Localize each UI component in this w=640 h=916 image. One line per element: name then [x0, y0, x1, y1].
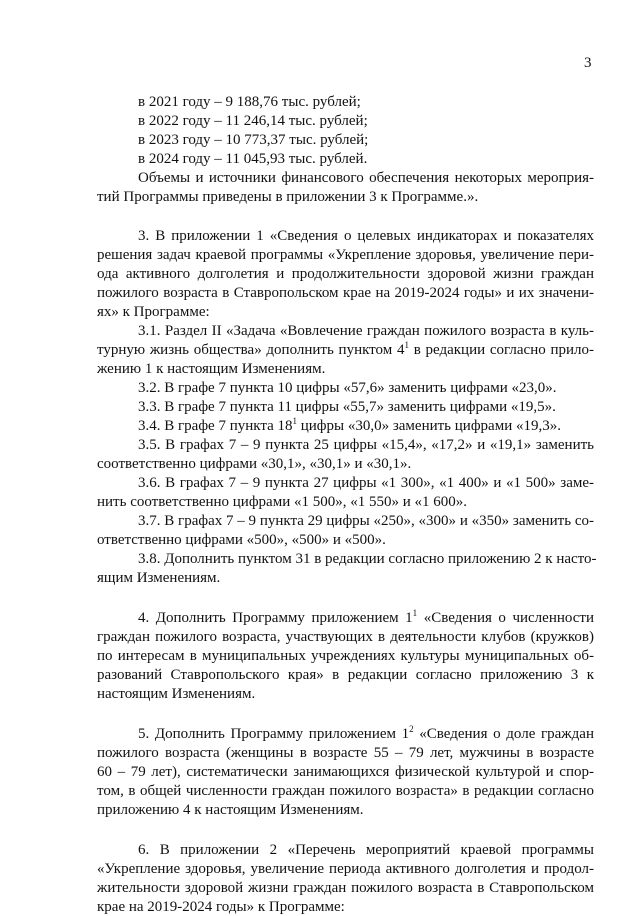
page-number: 3: [584, 55, 592, 71]
item-4-line: по интересам в муниципальных учреждениях культуры муниципальных об-: [97, 648, 594, 664]
item-3-6-line: нить соответственно цифрами «1 500», «1 550» и «1 600».: [97, 494, 468, 510]
item-3-line: ода активного долголетия и продолжительности здоровой жизни граждан: [97, 266, 594, 282]
item-6-line: жительности здоровой жизни граждан пожилого возраста в Ставропольском: [97, 880, 594, 896]
item-3-3-line: 3.3. В графе 7 пункта 11 цифры «55,7» заменить цифрами «19,5».: [138, 399, 556, 415]
item-6-line: крае на 2019-2024 годы» к Программе:: [97, 899, 345, 915]
item-4-line: граждан пожилого возраста, участвующих в деятельности клубов (кружков): [97, 629, 594, 645]
item-3-7-line: ответственно цифрами «500», «500» и «500».: [97, 532, 386, 548]
item-4-line: разований Ставропольского края» в редакции согласно приложению 3 к: [97, 667, 594, 683]
item-3-line: пожилого возраста в Ставропольском крае на 2019-2024 годы» и их значени-: [97, 285, 594, 301]
item-3-5-line: 3.5. В графах 7 – 9 пункта 25 цифры «15,4», «17,2» и «19,1» заменить: [138, 437, 594, 453]
item-3-line: 3. В приложении 1 «Сведения о целевых индикаторах и показателях: [138, 228, 594, 244]
item-3-1-line: жению 1 к настоящим Изменениям.: [97, 361, 326, 377]
item-6-line: «Укрепление здоровья, увеличение периода активного долголетия и продол-: [97, 861, 594, 877]
item-5-line: 5. Дополнить Программу приложением $1^2$ «Сведения о доле граждан: [138, 724, 594, 742]
item-3-line: решения задач краевой программы «Укрепление здоровья, увеличение пери-: [97, 247, 594, 263]
item-3-6-line: 3.6. В графах 7 – 9 пункта 27 цифры «1 300», «1 400» и «1 500» заме-: [138, 475, 594, 491]
item-3-8-line: 3.8. Дополнить пунктом 31 в редакции согласно приложению 2 к насто-: [138, 551, 597, 567]
item-3-4-line: 3.4. В графе 7 пункта $18^1$ цифры «30,0» заменить цифрами «19,3».: [138, 416, 561, 434]
item-3-2-line: 3.2. В графе 7 пункта 10 цифры «57,6» заменить цифрами «23,0».: [138, 380, 557, 396]
item-3-7-line: 3.7. В графах 7 – 9 пункта 29 цифры «250», «300» и «350» заменить со-: [138, 513, 594, 529]
item-3-1-line: 3.1. Раздел II «Задача «Вовлечение граждан пожилого возраста в куль-: [138, 323, 594, 339]
funding-line-2021: в 2021 году – 9 188,76 тыс. рублей;: [138, 94, 361, 110]
funding-line-2022: в 2022 году – 11 246,14 тыс. рублей;: [138, 113, 368, 129]
item-5-line: 60 – 79 лет), систематически занимающихся физической культурой и спор-: [97, 764, 594, 780]
item-3-5-line: соответственно цифрами «30,1», «30,1» и «30,1».: [97, 456, 412, 472]
item-5-line: том, в общей численности граждан пожилого возраста» в редакции согласно: [97, 783, 594, 799]
item-5-line: приложению 4 к настоящим Изменениям.: [97, 802, 364, 818]
item-3-line: ях» к Программе:: [97, 304, 210, 320]
funding-line-2024: в 2024 году – 11 045,93 тыс. рублей.: [138, 151, 368, 167]
item-4-line: 4. Дополнить Программу приложением $1^1$ «Сведения о численности: [138, 608, 594, 626]
item-4-line: настоящим Изменениям.: [97, 686, 256, 702]
paragraph-line: Объемы и источники финансового обеспечения некоторых мероприя-: [138, 170, 594, 186]
item-5-line: пожилого возраста (женщины в возрасте 55 – 79 лет, мужчины в возрасте: [97, 745, 594, 761]
funding-line-2023: в 2023 году – 10 773,37 тыс. рублей;: [138, 132, 369, 148]
item-6-line: 6. В приложении 2 «Перечень мероприятий краевой программы: [138, 842, 594, 858]
item-3-1-line: турную жизнь общества» дополнить пунктом $4^1$ в редакции согласно прило-: [97, 340, 594, 358]
item-3-8-line: ящим Изменениям.: [97, 570, 221, 586]
paragraph-line: тий Программы приведены в приложении 3 к Программе.».: [97, 189, 479, 205]
